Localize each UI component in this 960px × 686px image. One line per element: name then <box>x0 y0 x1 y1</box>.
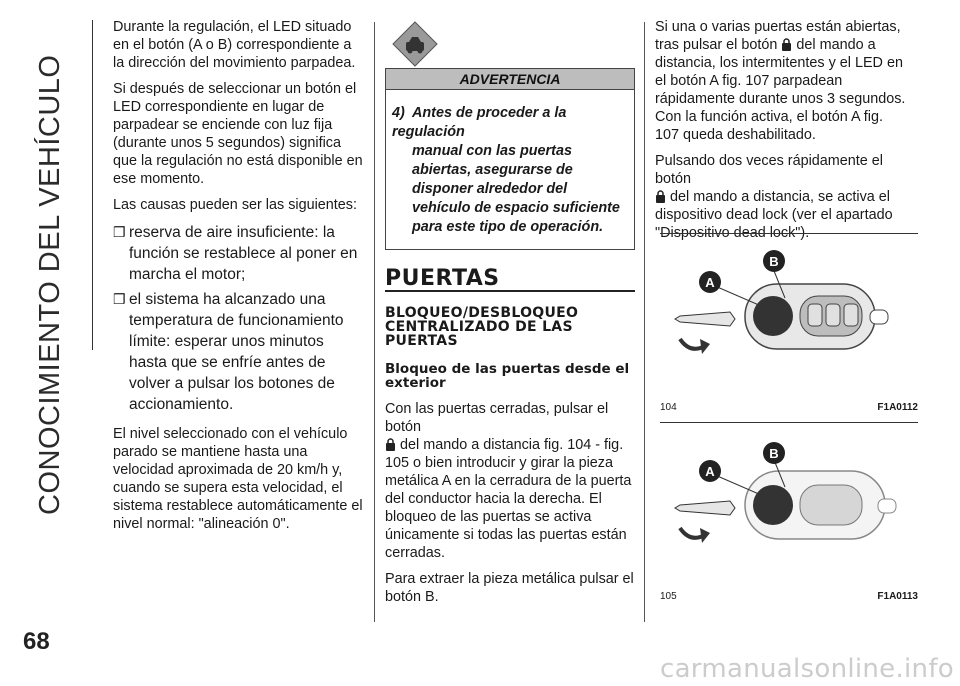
paragraph-part: del mando a distancia, los intermitentes y el LED en el botón A fig. 107 parpadean rápidamente durante unos 3 segundos. Con la función activa, el botón A fig. 107 queda deshabilitado. <box>655 37 906 143</box>
paragraph: Para extraer la pieza metálica pulsar el botón B. <box>385 571 634 605</box>
paragraph: El nivel seleccionado con el vehículo parado se mantiene hasta una velocidad aproximada de 20 km/h y, cuando se supera esta velocidad, el sistema restablece automáticamente el nivel normal: "alineación 0". <box>113 426 363 532</box>
lock-icon <box>385 438 396 451</box>
chapter-side-title: CONOCIMIENTO DEL VEHÍCULO <box>34 54 66 515</box>
warning-box <box>385 90 635 250</box>
car-key-illustration <box>660 234 918 384</box>
lock-icon <box>655 190 666 203</box>
figure-104 <box>660 233 918 413</box>
footer-watermark: carmanualsonline.info <box>659 654 954 684</box>
car-warning-icon <box>391 20 439 68</box>
warning-text-line1: Antes de proceder a la regulación <box>392 105 567 140</box>
label-a: A <box>705 464 715 479</box>
paragraph <box>655 18 910 144</box>
figure-105 <box>660 422 918 602</box>
figure-number: 104 <box>660 402 677 413</box>
bullet-text: reserva de aire insuficiente: la función se restablece al poner en marcha el motor; <box>129 224 358 283</box>
column-divider <box>374 22 375 622</box>
bullet-text: el sistema ha alcanzado una temperatura de funcionamiento límite: esperar unos minutos hasta que se enfríe antes de volver a pulsar los botones de accionamiento. <box>129 291 344 413</box>
bullet-item <box>113 222 365 285</box>
figure-code: F1A0113 <box>877 591 918 602</box>
column-divider <box>644 22 645 622</box>
section-title: PUERTAS <box>385 270 635 292</box>
car-key-illustration <box>660 423 918 573</box>
warning-icon-area <box>385 18 635 68</box>
paragraph-part: Con las puertas cerradas, pulsar el botón <box>385 401 609 435</box>
subsection-title: BLOQUEO/DESBLOQUEO CENTRALIZADO DE LAS PUERTAS <box>385 305 579 349</box>
column-1 <box>113 18 365 541</box>
paragraph: Las causas pueden ser las siguientes: <box>113 197 357 213</box>
warning-title: ADVERTENCIA <box>385 68 635 90</box>
column-2 <box>385 18 635 614</box>
label-a: A <box>705 275 715 290</box>
paragraph-part: del mando a distancia, se activa el dispositivo dead lock (ver el apartado "Dispositivo dead lock"). <box>655 189 893 241</box>
paragraph <box>385 400 635 562</box>
paragraph <box>655 152 910 242</box>
paragraph-part: Si una o varias puertas están abiertas, tras pulsar el botón <box>655 19 901 53</box>
label-b: B <box>769 446 779 461</box>
paragraph-part: Pulsando dos veces rápidamente el botón <box>655 153 883 187</box>
warning-text: manual con las puertas abiertas, asegurarse de disponer alrededor del vehículo de espacio suficiente para este tipo de operación. <box>412 143 620 235</box>
paragraph: Durante la regulación, el LED situado en el botón (A o B) correspondiente a la dirección del movimiento parpadea. <box>113 19 356 71</box>
page-number: 68 <box>23 628 50 655</box>
warning-number: 4) <box>392 105 405 121</box>
figure-number: 105 <box>660 591 677 602</box>
label-b: B <box>769 254 779 269</box>
paragraph-part: del mando a distancia fig. 104 - fig. 105 o bien introducir y girar la pieza metálica A en la cerradura de la puerta del conductor hacia la derecha. El bloqueo de las puertas se activa únicamente si todas las puertas están cerradas. <box>385 437 632 561</box>
subsubsection-title: Bloqueo de las puertas desde el exterior <box>385 361 630 391</box>
bullet-item <box>113 289 365 415</box>
lock-icon <box>781 38 792 51</box>
side-divider <box>92 20 93 350</box>
column-3 <box>655 18 910 250</box>
paragraph: Si después de seleccionar un botón el LED correspondiente en lugar de parpadear se enciende con luz fija (durante unos 5 segundos) significa que la regulación no está disponible en ese momento. <box>113 81 363 187</box>
checkbox-bullet-icon: ❒ <box>113 224 126 240</box>
checkbox-bullet-icon: ❒ <box>113 291 126 307</box>
figure-code: F1A0112 <box>877 402 918 413</box>
